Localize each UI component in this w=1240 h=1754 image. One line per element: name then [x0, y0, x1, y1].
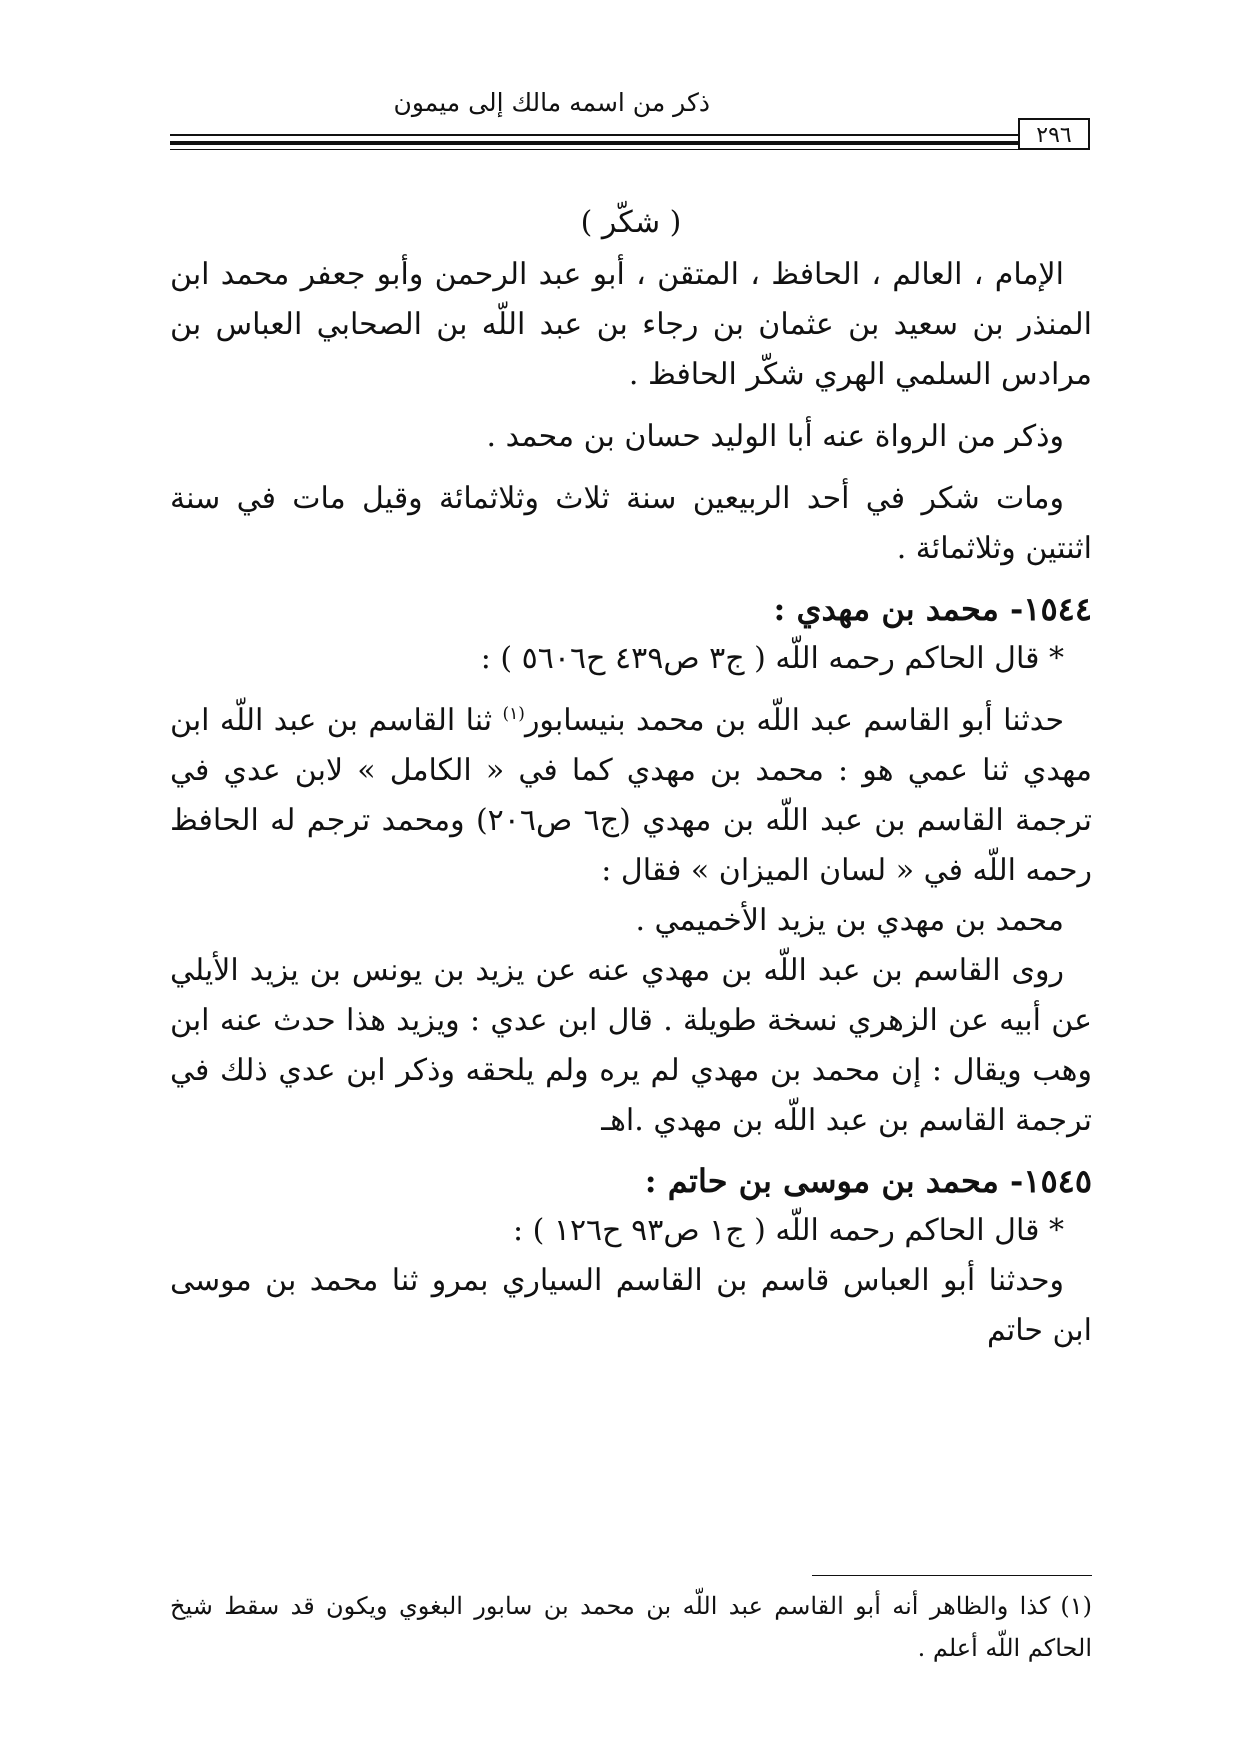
page-header — [170, 88, 1090, 158]
entry-citation-1545: * قال الحاكم رحمه اللّه ( ج١ ص٩٣ ح١٢٦ ) : — [512, 1213, 1064, 1248]
footnote-marker: (١) — [1060, 1592, 1092, 1620]
entry-citation-1544: * قال الحاكم رحمه اللّه ( ج٣ ص٤٣٩ ح٥٦٠٦ ) : — [480, 641, 1064, 676]
page-number: ٢٩٦ — [1018, 118, 1090, 150]
footnotes — [170, 1585, 1092, 1669]
footnote-reference[interactable]: (١) — [502, 704, 525, 724]
narrators-paragraph: وذكر من الرواة عنه أبا الوليد حسان بن محمد . — [486, 419, 1064, 454]
main-text — [170, 198, 1092, 1356]
header-rule-thick — [170, 141, 1020, 145]
entry-heading-1545: ١٥٤٥- محمد بن موسى بن حاتم : — [644, 1162, 1092, 1200]
footnote-separator — [812, 1575, 1092, 1576]
header-rule — [170, 134, 1020, 136]
death-paragraph: ومات شكر في أحد الربيعين سنة ثلاث وثلاثمائة وقيل مات في سنة اثنتين وثلاثمائة . — [170, 481, 1092, 566]
footnote-text: كذا والظاهر أنه أبو القاسم عبد اللّه بن محمد بن سابور البغوي ويكون قد سقط شيخ الحاكم اللّه أعلم . — [170, 1592, 1092, 1662]
running-title: ذكر من اسمه مالك إلى ميمون — [393, 88, 710, 117]
footnote-1 — [170, 1585, 1092, 1669]
entry-text-part: ثنا القاسم بن عبد اللّه ابن مهدي ثنا عمي هو : محمد بن مهدي كما في « الكامل » لابن عدي في ترجمة القاسم بن عبد اللّه بن مهدي (ج٦ ص٢٠٦) ومحمد ترجم له الحافظ رحمه اللّه في « لسان الميزان » فقال : — [170, 703, 1092, 888]
section-title: ( شكّر ) — [580, 205, 682, 240]
entry-text-1544-continued: روى القاسم بن عبد اللّه بن مهدي عنه عن يزيد بن يونس بن يزيد الأيلي عن أبيه عن الزهري نسخة طويلة . قال ابن عدي : ويزيد هذا حدث عنه ابن وهب ويقال : إن محمد بن مهدي لم يره ولم يلحقه وذكر ابن عدي ذلك في ترجمة القاسم بن عبد اللّه بن مهدي .اهـ — [170, 953, 1092, 1138]
entry-text-1545: وحدثنا أبو العباس قاسم بن القاسم السياري بمرو ثنا محمد بن موسى ابن حاتم — [170, 1263, 1092, 1348]
entry-heading-1544: ١٥٤٤- محمد بن مهدي : — [773, 590, 1092, 628]
header-rule-thin — [170, 149, 1020, 150]
entry-text-part: حدثنا أبو القاسم عبد اللّه بن محمد بنيسابور — [524, 703, 1064, 738]
entry-text-1544 — [170, 696, 1092, 896]
entry-subheading-1544: محمد بن مهدي بن يزيد الأخميمي . — [635, 903, 1064, 938]
biography-paragraph: الإمام ، العالم ، الحافظ ، المتقن ، أبو عبد الرحمن وأبو جعفر محمد ابن المنذر بن سعيد بن عثمان بن رجاء بن عبد اللّه بن الصحابي العباس بن مرادس السلمي الهري شكّر الحافظ . — [170, 257, 1092, 392]
